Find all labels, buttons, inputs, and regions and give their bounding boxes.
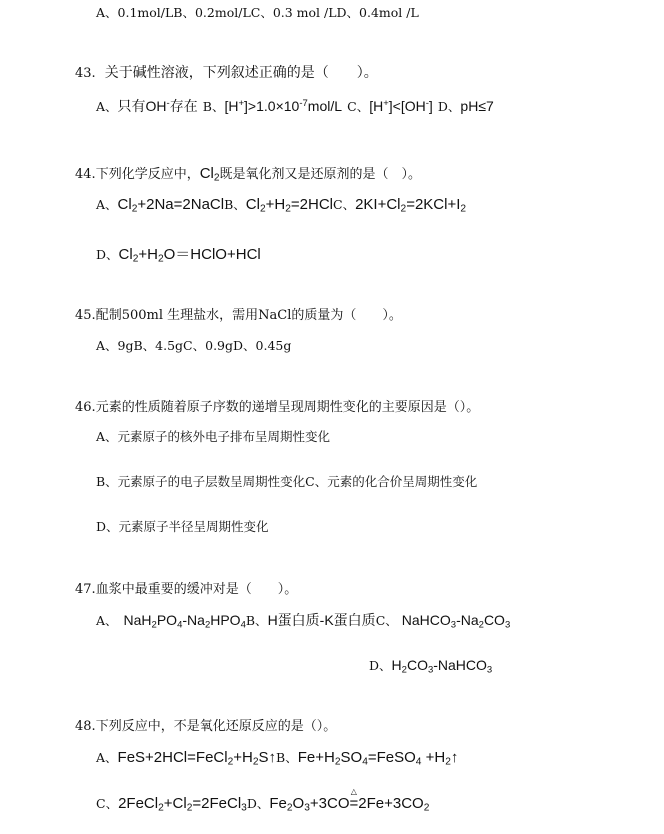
q44-option-d-line: [96, 246, 261, 265]
q44-option-a-label: A、: [96, 197, 118, 212]
q48-stem-line: [75, 720, 336, 733]
q47-stem-line: [75, 583, 297, 596]
q48-option-b: $Fe+H_2SO_4=FeSO_4$ $+H_2↑$: [297, 749, 459, 768]
q47-stem: 血浆中最重要的缓冲对是（ ）。: [95, 582, 298, 597]
q47-option-b-label: B、: [245, 613, 268, 628]
q45-stem-line: [75, 309, 402, 322]
q43-option-c: [H+]<[OH-]: [369, 97, 433, 114]
q46-option-bc: B、元素原子的电子层数呈周期性变化C、元素的化合价呈周期性变化: [96, 474, 478, 489]
q48-option-c: $2FeCl_2+Cl_2=2FeCl_3$: [118, 795, 247, 814]
q47-option-d-label: D、: [369, 658, 392, 673]
q47-option-b: H蛋白质-K蛋白质: [267, 612, 376, 628]
q44-option-d: $Cl_2+H_2O=HClO+HCl$: [118, 246, 261, 265]
q47-option-d: $H_2CO_3-NaHCO_3$: [391, 657, 493, 676]
q46-option-d: D、元素原子半径呈周期性变化: [96, 519, 269, 534]
q48-options-cd: [96, 787, 430, 814]
q44-option-b: $Cl_2+H_2=2HCl$: [245, 196, 333, 215]
q48-option-a-label: A、: [96, 750, 118, 765]
heat-triangle-icon: △ =: [349, 787, 359, 812]
q48-option-c-label: C、: [96, 796, 119, 811]
q43-options: [96, 98, 494, 114]
q44-stem-line: [75, 165, 422, 184]
q43-option-c-label: C、: [347, 99, 370, 114]
q44-stem-formula: $Cl_2$: [199, 165, 220, 184]
q44-number: 44.: [75, 167, 96, 182]
q47-option-c-label: C、: [375, 613, 398, 628]
q43-option-b-label: B、: [202, 99, 225, 114]
q48-options-ab: [96, 749, 459, 768]
q42-options: A、0.1mol/LB、0.2mol/LC、0.3 mol /LD、0.4mol /L: [96, 5, 419, 20]
q43-option-a: 只有OH-存在: [117, 97, 198, 114]
q48-option-d-label: D、: [246, 796, 270, 811]
q47-option-a: $NaH_2PO_4-Na_2HPO_4$: [123, 612, 246, 631]
q47-option-d-line: [369, 657, 493, 676]
q46-stem-line: [75, 401, 479, 414]
q46-stem: 元素的性质随着原子序数的递增呈现周期性变化的主要原因是（）。: [95, 400, 480, 415]
q44-stem-pre: 下列化学反应中，: [95, 167, 200, 182]
q45-stem: 配制500ml 生理盐水，需用NaCl的质量为（ ）。: [95, 308, 402, 323]
q44-option-b-label: B、: [224, 197, 246, 212]
q43-stem: 关于碱性溶液，下列叙述正确的是（ ）。: [104, 64, 378, 80]
q47-option-c: $NaHCO_3-Na_2CO_3$: [401, 612, 511, 631]
q43-stem-line: [75, 64, 378, 80]
q48-option-d: $Fe_2O_3+3CO$ △ $=2Fe+3CO_2$: [269, 787, 430, 814]
q43-option-b: $[H^+]>1.0\times 10^{-7}mol/L$: [224, 97, 343, 114]
q43-number: 43.: [75, 66, 96, 81]
q44-options-abc: [96, 196, 467, 215]
q45-options: A、9gB、4.5gC、0.9gD、0.45g: [96, 338, 292, 353]
q48-number: 48.: [75, 719, 96, 734]
q44-option-c-label: C、: [333, 197, 356, 212]
q46-option-a: A、元素原子的核外电子排布呈周期性变化: [96, 429, 331, 444]
q44-option-a: $Cl_2+2Na=2NaCl$: [117, 196, 225, 215]
q48-stem: 下列反应中，不是氧化还原反应的是（）。: [95, 719, 337, 734]
q47-number: 47.: [75, 582, 96, 597]
q47-option-a-label: A、: [96, 613, 118, 628]
q44-option-c: $2KI+Cl_2=2KCl+I_2$: [355, 196, 467, 215]
q45-number: 45.: [75, 308, 96, 323]
q46-number: 46.: [75, 400, 96, 415]
q48-option-a: $FeS+2HCl=FeCl_2+H_2S↑$: [117, 749, 277, 768]
q44-option-d-label: D、: [96, 247, 119, 262]
q43-option-d-label: D、: [437, 99, 461, 114]
q47-options-abc: [96, 612, 511, 631]
q44-stem-post: 既是氧化剂又是还原剂的是（ ）。: [219, 167, 422, 182]
q43-option-a-label: A、: [96, 99, 118, 114]
q43-option-d: pH≤7: [460, 98, 494, 114]
q48-option-b-label: B、: [276, 750, 298, 765]
